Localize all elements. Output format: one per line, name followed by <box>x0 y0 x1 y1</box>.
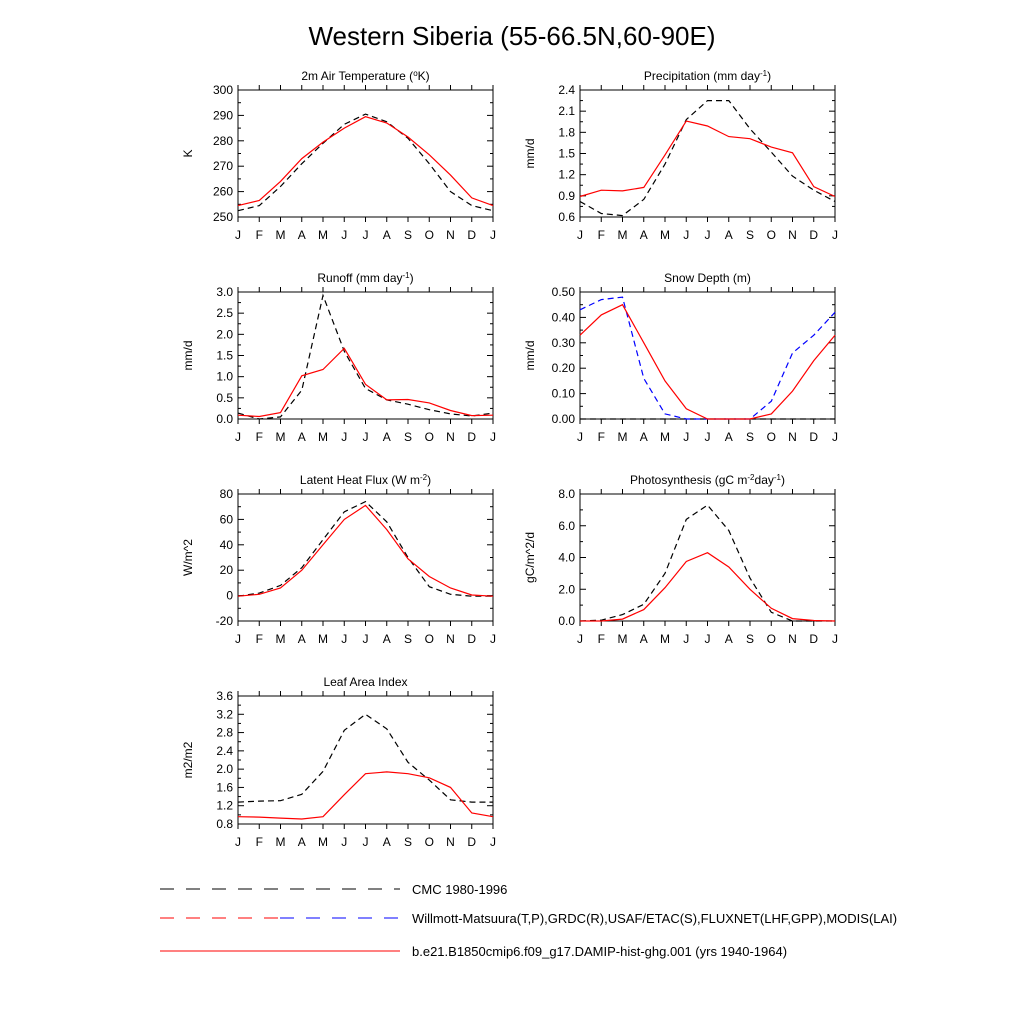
series-line-model <box>238 772 493 819</box>
series-line-model <box>580 305 835 419</box>
x-tick-label: O <box>424 430 434 444</box>
x-tick-label: A <box>382 835 391 849</box>
y-axis-label: K <box>181 149 195 158</box>
x-tick-label: M <box>318 632 328 646</box>
y-tick-label: 2.0 <box>558 582 575 597</box>
y-tick-label: 0.0 <box>216 412 233 426</box>
chart-panel <box>181 271 496 445</box>
x-tick-label: A <box>297 228 306 242</box>
y-tick-label: 60 <box>219 512 233 527</box>
x-tick-label: O <box>766 632 776 646</box>
plot-frame <box>238 292 493 419</box>
x-tick-label: M <box>318 228 328 242</box>
x-tick-label: J <box>577 632 583 646</box>
x-tick-label: J <box>341 632 348 646</box>
y-axis-label: mm/d <box>523 138 537 169</box>
panel-title <box>300 473 431 488</box>
x-tick-label: O <box>766 430 776 444</box>
x-tick-label: M <box>660 430 670 444</box>
y-tick-label: 1.8 <box>558 125 575 140</box>
x-tick-label: D <box>809 632 819 646</box>
y-tick-label: 0.50 <box>551 285 575 299</box>
panel-title-part: -1 <box>402 270 410 280</box>
panel-title-part: Precipitation (mm day <box>643 69 760 83</box>
y-tick-label: 1.2 <box>216 798 233 813</box>
x-tick-label: J <box>832 632 838 646</box>
x-tick-label: O <box>766 228 776 242</box>
x-tick-label: M <box>275 835 286 849</box>
x-tick-label: N <box>446 228 455 242</box>
x-tick-label: J <box>577 228 583 242</box>
panel-title-part: K) <box>417 69 430 83</box>
y-axis-label: mm/d <box>181 340 195 371</box>
panel-title <box>301 69 429 84</box>
y-tick-label: 1.2 <box>558 167 575 182</box>
x-tick-label: J <box>704 430 711 444</box>
y-tick-label: 270 <box>212 159 233 174</box>
series-line-obs <box>580 505 835 621</box>
chart-panel <box>181 473 496 647</box>
x-tick-label: M <box>318 430 328 444</box>
x-tick-label: A <box>297 632 306 646</box>
x-tick-label: D <box>809 430 819 444</box>
x-tick-label: J <box>341 430 348 444</box>
x-tick-label: A <box>297 430 306 444</box>
x-tick-label: M <box>617 228 628 242</box>
panel-title-part: ) <box>427 473 432 487</box>
panel-title-part: Leaf Area Index <box>323 675 408 689</box>
x-tick-label: S <box>403 632 413 646</box>
x-tick-label: J <box>490 228 496 242</box>
x-tick-label: S <box>403 835 413 849</box>
y-tick-label: 2.0 <box>216 327 233 342</box>
x-tick-label: N <box>446 632 455 646</box>
x-tick-label: M <box>617 632 628 646</box>
x-tick-label: F <box>597 228 605 242</box>
panel-title <box>664 271 751 285</box>
y-tick-label: 2.4 <box>558 83 575 97</box>
figure-title: Western Siberia (55-66.5N,60-90E) <box>308 21 716 51</box>
x-tick-label: A <box>724 632 733 646</box>
x-tick-label: M <box>275 228 286 242</box>
y-tick-label: 260 <box>212 184 233 199</box>
panel-title <box>630 473 785 488</box>
series-line-model <box>580 553 835 621</box>
x-tick-label: S <box>745 228 755 242</box>
panel-title-part: ) <box>767 69 772 83</box>
legend-label: Willmott-Matsuura(T,P),GRDC(R),USAF/ETAC(S),FLUXNET(LHF,GPP),MODIS(LAI) <box>412 911 898 926</box>
y-tick-label: 290 <box>212 108 233 123</box>
y-axis-label: mm/d <box>523 340 537 371</box>
y-tick-label: 0.6 <box>558 210 575 224</box>
x-tick-label: O <box>424 632 434 646</box>
y-tick-label: 20 <box>219 563 233 578</box>
x-tick-label: A <box>639 430 648 444</box>
y-tick-label: 0.0 <box>558 614 575 628</box>
y-axis-label: gC/m^2/d <box>523 532 537 583</box>
series-line-obs <box>238 502 493 597</box>
panel-title <box>317 271 413 286</box>
plot-frame <box>238 696 493 824</box>
y-tick-label: 8.0 <box>558 487 575 501</box>
y-tick-label: 1.5 <box>216 348 233 363</box>
y-tick-label: 0.30 <box>551 335 575 350</box>
legend-label: CMC 1980-1996 <box>412 882 508 897</box>
x-tick-label: A <box>639 632 648 646</box>
panel-title-part: Runoff (mm day <box>317 271 403 285</box>
x-tick-label: A <box>724 430 733 444</box>
x-tick-label: M <box>318 835 328 849</box>
series-line-obs <box>580 101 835 216</box>
x-tick-label: J <box>490 835 496 849</box>
y-tick-label: 0.8 <box>216 817 233 831</box>
panel-title-part: Latent Heat Flux (W m <box>299 473 420 487</box>
x-tick-label: J <box>362 228 369 242</box>
x-tick-label: J <box>832 228 838 242</box>
legend-label: b.e21.B1850cmip6.f09_g17.DAMIP-hist-ghg.001 (yrs 1940-1964) <box>412 944 788 959</box>
plot-frame <box>238 90 493 217</box>
legend-item <box>160 882 507 897</box>
panel-title-part: -2 <box>419 472 428 482</box>
legend-item <box>160 911 897 926</box>
chart-panels <box>181 69 838 850</box>
y-tick-label: 4.0 <box>558 550 575 565</box>
x-tick-label: J <box>704 228 711 242</box>
x-tick-label: N <box>788 430 797 444</box>
y-tick-label: 250 <box>212 210 233 224</box>
x-tick-label: M <box>660 632 670 646</box>
y-tick-label: 6.0 <box>558 518 575 533</box>
y-tick-label: -20 <box>215 614 233 628</box>
x-tick-label: J <box>683 430 690 444</box>
x-tick-label: N <box>446 835 455 849</box>
x-tick-label: J <box>704 632 711 646</box>
x-tick-label: A <box>639 228 648 242</box>
plot-frame <box>580 494 835 621</box>
y-tick-label: 0.5 <box>216 390 233 405</box>
chart-panel <box>523 473 838 647</box>
y-tick-label: 0.10 <box>551 386 575 401</box>
panel-title-part: -2 <box>747 472 755 482</box>
x-tick-label: M <box>275 632 286 646</box>
y-tick-label: 2.1 <box>558 104 575 119</box>
x-tick-label: F <box>597 632 605 646</box>
x-tick-label: J <box>362 835 369 849</box>
x-tick-label: D <box>467 228 477 242</box>
y-tick-label: 300 <box>212 83 233 97</box>
y-tick-label: 80 <box>219 487 233 501</box>
x-tick-label: O <box>424 835 434 849</box>
y-tick-label: 0.9 <box>558 188 575 203</box>
series-line-obs <box>238 295 493 419</box>
x-tick-label: J <box>235 430 241 444</box>
y-tick-label: 0.40 <box>551 310 575 325</box>
x-tick-label: M <box>617 430 628 444</box>
x-tick-label: A <box>297 835 306 849</box>
panel-title-part: 2m Air Temperature ( <box>301 69 414 83</box>
x-tick-label: S <box>745 632 755 646</box>
x-tick-label: J <box>362 632 369 646</box>
y-tick-label: 1.6 <box>216 780 233 795</box>
y-tick-label: 3.2 <box>216 707 233 722</box>
series-line-obs2 <box>580 297 835 419</box>
panel-title-part: o <box>413 68 418 78</box>
x-tick-label: N <box>788 228 797 242</box>
y-tick-label: 40 <box>219 537 233 552</box>
x-tick-label: F <box>597 430 605 444</box>
plot-frame <box>238 494 493 621</box>
x-tick-label: J <box>683 228 690 242</box>
x-tick-label: M <box>660 228 670 242</box>
x-tick-label: A <box>382 632 391 646</box>
series-line-obs <box>238 114 493 211</box>
y-tick-label: 280 <box>212 133 233 148</box>
series-line-model <box>238 117 493 206</box>
panel-title-part: Photosynthesis (gC m <box>630 473 748 487</box>
x-tick-label: N <box>788 632 797 646</box>
x-tick-label: J <box>235 835 241 849</box>
x-tick-label: J <box>235 632 241 646</box>
plot-frame <box>580 90 835 217</box>
x-tick-label: O <box>424 228 434 242</box>
y-axis-label: W/m^2 <box>181 539 195 576</box>
y-tick-label: 1.5 <box>558 146 575 161</box>
x-tick-label: F <box>255 228 263 242</box>
series-line-model <box>580 121 835 197</box>
x-tick-label: S <box>403 430 413 444</box>
x-tick-label: J <box>362 430 369 444</box>
plot-frame <box>580 292 835 419</box>
x-tick-label: S <box>745 430 755 444</box>
y-tick-label: 0 <box>226 588 233 603</box>
panel-title <box>323 675 407 689</box>
x-tick-label: J <box>490 430 496 444</box>
chart-panel <box>181 69 496 243</box>
series-line-model <box>238 505 493 596</box>
y-tick-label: 2.8 <box>216 725 233 740</box>
series-line-obs <box>238 714 493 802</box>
x-tick-label: J <box>832 430 838 444</box>
chart-panel <box>523 69 838 243</box>
x-tick-label: A <box>382 228 391 242</box>
x-tick-label: D <box>467 835 477 849</box>
y-tick-label: 0.20 <box>551 361 575 376</box>
panel-title-part: ) <box>781 473 785 487</box>
x-tick-label: J <box>235 228 241 242</box>
x-tick-label: M <box>275 430 286 444</box>
y-tick-label: 1.0 <box>216 369 233 384</box>
x-tick-label: J <box>577 430 583 444</box>
x-tick-label: D <box>467 430 477 444</box>
series-line-model <box>238 348 493 416</box>
y-tick-label: 3.0 <box>216 285 233 299</box>
y-axis-label: m2/m2 <box>181 741 195 779</box>
x-tick-label: J <box>341 835 348 849</box>
legend <box>160 882 897 959</box>
x-tick-label: J <box>341 228 348 242</box>
y-tick-label: 2.5 <box>216 306 233 321</box>
y-tick-label: 0.00 <box>551 412 575 426</box>
x-tick-label: D <box>467 632 477 646</box>
x-tick-label: A <box>382 430 391 444</box>
legend-item <box>160 944 787 959</box>
x-tick-label: F <box>255 835 263 849</box>
chart-panel <box>523 271 838 444</box>
chart-panel <box>181 675 496 849</box>
x-tick-label: D <box>809 228 819 242</box>
x-tick-label: S <box>403 228 413 242</box>
x-tick-label: F <box>255 632 263 646</box>
x-tick-label: N <box>446 430 455 444</box>
panel-title-part: -1 <box>773 472 781 482</box>
panel-title-part: -1 <box>759 68 768 78</box>
y-tick-label: 2.4 <box>216 743 233 758</box>
y-tick-label: 2.0 <box>216 762 233 777</box>
panel-title <box>644 69 771 84</box>
x-tick-label: J <box>490 632 496 646</box>
panel-title-part: Snow Depth (m) <box>664 271 751 285</box>
y-tick-label: 3.6 <box>216 689 233 703</box>
panel-title-part: ) <box>409 271 414 285</box>
x-tick-label: J <box>683 632 690 646</box>
x-tick-label: A <box>724 228 733 242</box>
x-tick-label: F <box>255 430 263 444</box>
panel-title-part: day <box>754 473 774 487</box>
